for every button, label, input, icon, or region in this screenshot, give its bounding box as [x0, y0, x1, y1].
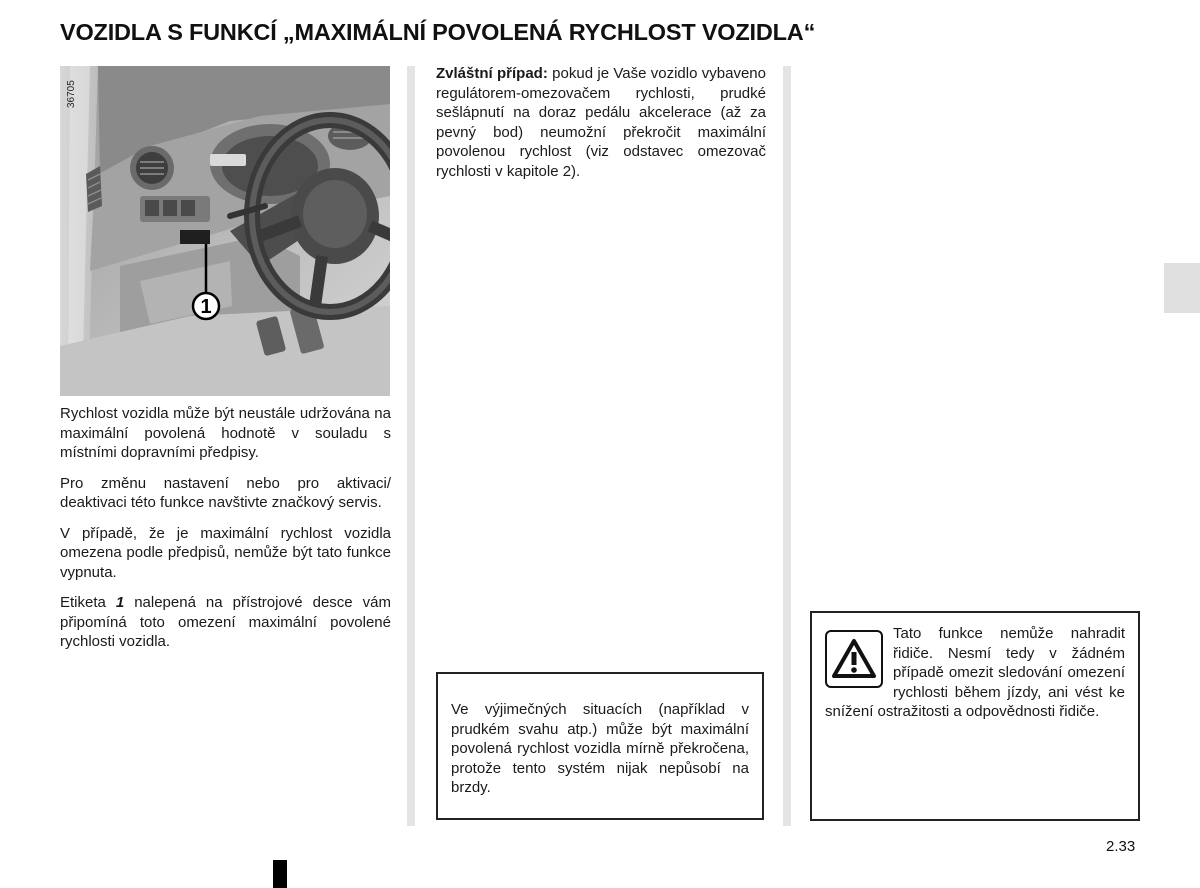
middle-column	[436, 64, 766, 192]
callout-number: 1	[200, 296, 212, 318]
special-case-label: Zvláštní případ:	[436, 65, 548, 82]
note-box	[436, 672, 764, 820]
special-case-paragraph	[436, 64, 766, 181]
paragraph: Pro změnu nastavení nebo pro aktivaci/ deaktivaci této funkce navštivte značkový servis.	[60, 474, 391, 511]
paragraph: Rychlost vozidla může být neustále udržována na maximální povolená hodnotě v souladu s místními dopravními předpisy.	[60, 405, 391, 461]
label-paragraph-start: Etiketa	[60, 594, 116, 611]
label-paragraph-end: nalepená na přístrojové desce vám připomíná toto omezení maximální povolené rychlosti vozidla.	[60, 594, 391, 650]
left-column	[60, 404, 391, 663]
print-mark	[273, 860, 287, 888]
figure-code: 36705	[66, 80, 77, 108]
page-title: VOZIDLA S FUNKCÍ „MAXIMÁLNÍ POVOLENÁ RYCHLOST VOZIDLA“	[60, 19, 816, 45]
warning-text: Tato funkce nemůže nahradit řidiče. Nesmí tedy v žádném případě omezit sledování omezení rychlosti během jízdy, ani vést ke snížení ostražitosti a odpovědnosti řidiče.	[825, 625, 1125, 720]
chapter-tab	[1164, 263, 1200, 313]
warning-triangle-icon	[825, 630, 883, 688]
label-reference: 1	[115, 594, 125, 611]
column-divider	[407, 66, 415, 826]
page-number: 2.33	[1106, 838, 1136, 855]
dashboard-illustration	[60, 66, 390, 396]
note-text: Ve výjimečných situacích (například v prudkém svahu atp.) může být maximální povolená rychlost vozidla mírně překročena, protože tento systém nijak nepůsobí na brzdy.	[451, 701, 749, 796]
paragraph: V případě, že je maximální rychlost vozidla omezena podle předpisů, nemůže být tato funkce vypnuta.	[60, 524, 391, 581]
column-divider	[783, 66, 791, 826]
special-case-text: pokud je Vaše vozidlo vybaveno regulátorem-omezovačem rychlosti, prudké sešlápnutí na doraz pedálu akcelerace (až za pevný bod) neumožní překročit maximální povolenou rychlost (viz odstavec omezovač rychlosti v kapitole 2).	[436, 65, 766, 180]
label-paragraph	[60, 593, 391, 652]
warning-box	[810, 611, 1140, 821]
